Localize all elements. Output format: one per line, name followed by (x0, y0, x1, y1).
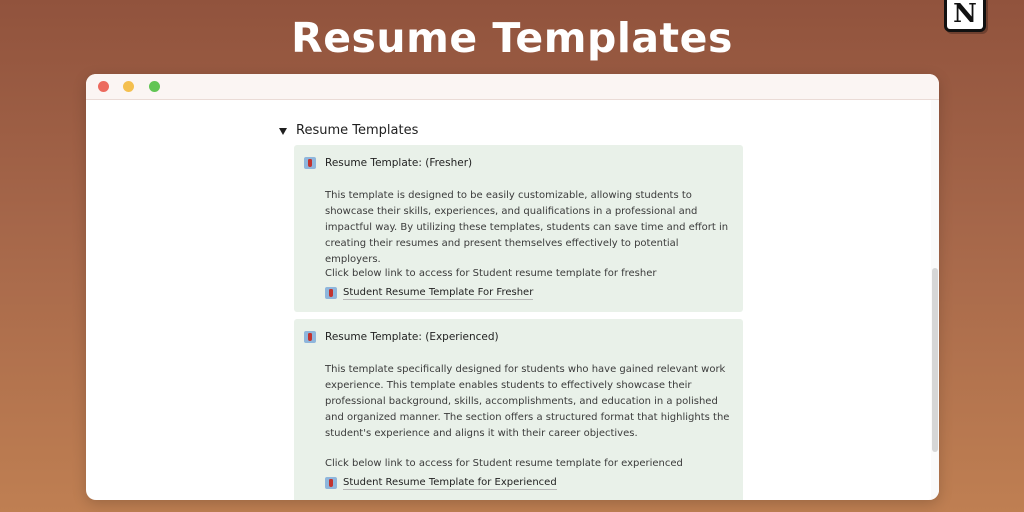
necktie-icon (325, 477, 337, 489)
necktie-icon (304, 331, 316, 343)
callout-heading-row (304, 331, 499, 343)
callout-heading: Resume Template: (Fresher) (325, 157, 473, 169)
scrollbar-thumb[interactable] (932, 268, 938, 452)
necktie-icon (325, 287, 337, 299)
page-content (86, 100, 931, 500)
minimize-window-button[interactable] (123, 81, 134, 92)
necktie-icon (304, 157, 316, 169)
window-titlebar (86, 74, 939, 100)
link-label[interactable]: Student Resume Template for Experienced (343, 477, 557, 488)
callout-heading: Resume Template: (Experienced) (325, 331, 499, 343)
callout-experienced (294, 319, 743, 500)
callout-fresher (294, 145, 743, 312)
link-label[interactable]: Student Resume Template For Fresher (343, 287, 534, 298)
toggle-label: Resume Templates (296, 123, 419, 138)
link-fresher-template[interactable] (325, 286, 533, 300)
notion-logo-icon (944, 0, 986, 32)
access-instruction: Click below link to access for Student resume template for experienced (325, 458, 683, 469)
callout-heading-row (304, 157, 472, 169)
zoom-window-button[interactable] (149, 81, 160, 92)
access-instruction: Click below link to access for Student resume template for fresher (325, 268, 657, 279)
scrollbar-track[interactable] (931, 100, 939, 500)
callout-body-text: This template specifically designed for students who have gained relevant work experience. This template enables students to effectively showcase their professional background, skills, accomplishments, and education in a polished and organized manner. The section offers a structured format that highlights the student's experience and aligns it with their career objectives. (325, 364, 730, 439)
close-window-button[interactable] (98, 81, 109, 92)
toggle-resume-templates[interactable] (279, 123, 418, 138)
app-window (86, 74, 939, 500)
callout-body-text: This template is designed to be easily customizable, allowing students to showcase their skills, experiences, and qualifications in a professional and impactful way. By utilizing these templates, students can save time and effort in creating their resumes and present themselves effectively to potential employers. (325, 190, 729, 265)
triangle-down-icon[interactable] (279, 128, 287, 135)
link-experienced-template[interactable] (325, 476, 557, 490)
banner-title: Resume Templates (291, 14, 733, 62)
notion-logo-letter: N (953, 0, 977, 29)
